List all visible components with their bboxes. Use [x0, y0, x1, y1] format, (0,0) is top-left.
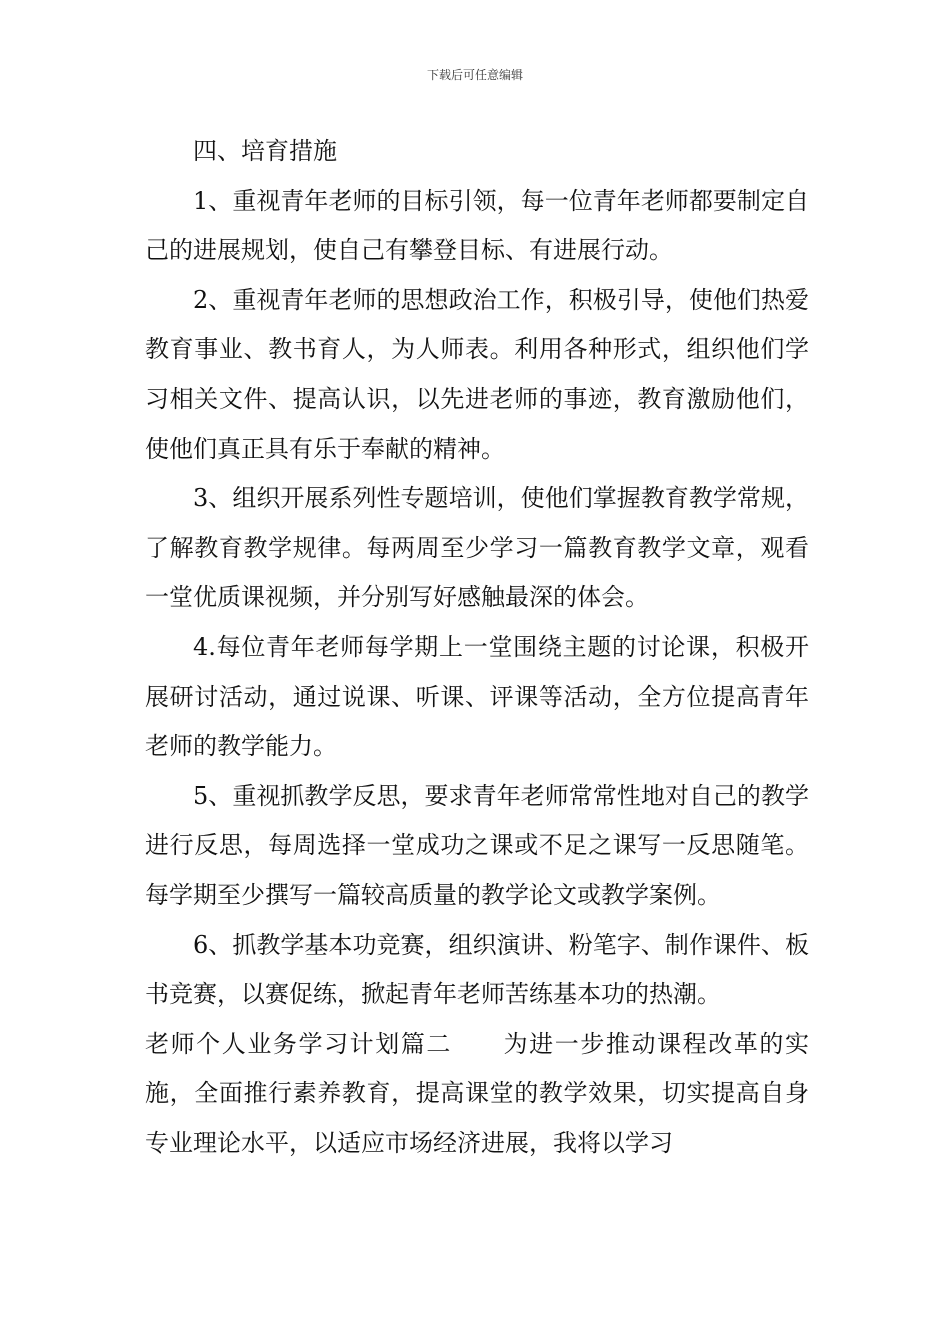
paragraph-2: 2、重视青年老师的思想政治工作，积极引导，使他们热爱教育事业、教书育人，为人师表。利用各种形式，组织他们学习相关文件、提高认识，以先进老师的事迹，教育激励他们，使他们真正具有乐于奉献的精神。: [145, 285, 809, 463]
paragraph-5: 5、重视抓教学反思，要求青年老师常常性地对自己的教学进行反思，每周选择一堂成功之课或不足之课写一反思随笔。每学期至少撰写一篇较高质量的教学论文或教学案例。: [145, 781, 809, 909]
paragraph-4: 4.每位青年老师每学期上一堂围绕主题的讨论课，积极开展研讨活动，通过说课、听课、评课等活动，全方位提高青年老师的教学能力。: [145, 632, 809, 761]
page-header: 下载后可任意编辑: [426, 68, 523, 82]
paragraph-3: 3、组织开展系列性专题培训，使他们掌握教育教学常规，了解教育教学规律。每两周至少学习一篇教育教学文章，观看一堂优质课视频，并分别写好感触最深的体会。: [145, 484, 809, 612]
article-title: 老师个人业务学习计划篇二: [145, 1029, 452, 1058]
article-paragraph: [145, 1020, 809, 1169]
paragraph-6: 6、抓教学基本功竞赛，组织演讲、粉笔字、制作课件、板书竞赛，以赛促练，掀起青年老师苦练基本功的热潮。: [145, 930, 809, 1009]
paragraph-1: 1、重视青年老师的目标引领，每一位青年老师都要制定自己的进展规划，使自己有攀登目标、有进展行动。: [145, 186, 809, 265]
section-heading: 四、培育措施: [193, 137, 337, 165]
article-intro: 为进一步推动课程改革的实施，全面推行素养教育，提高课堂的教学效果，切实提高自身专业理论水平，以适应市场经济进展，我将以学习: [145, 1029, 809, 1157]
document-body: [145, 127, 809, 1168]
